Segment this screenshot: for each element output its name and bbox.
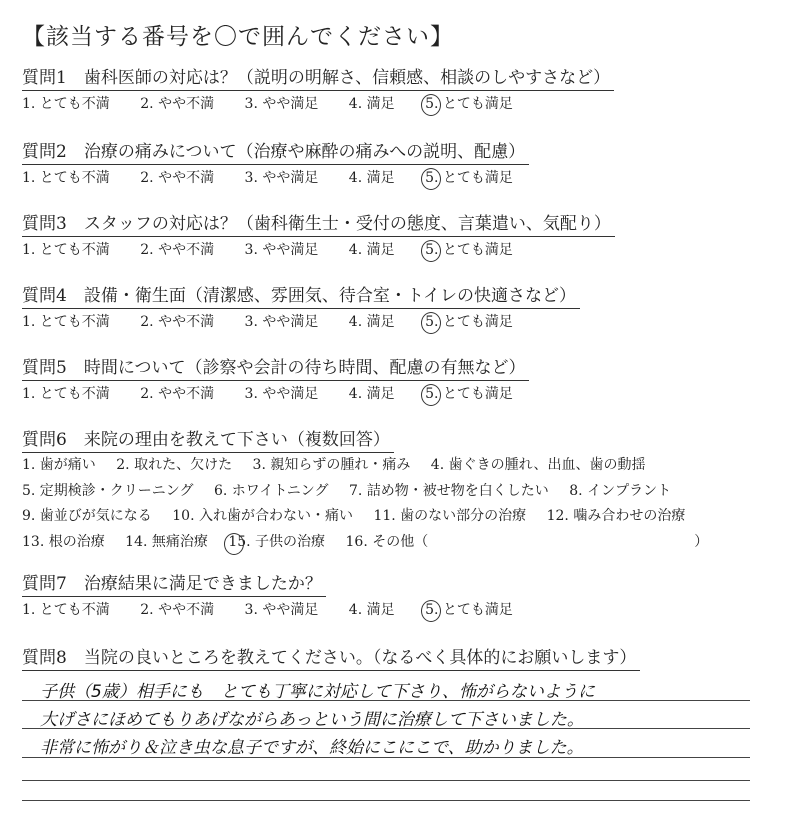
answer-line — [22, 800, 750, 801]
option-4[interactable]: 4. 満足 — [348, 96, 395, 112]
option-16[interactable] — [346, 530, 709, 556]
option-3[interactable]: 3. やや満足 — [244, 242, 319, 258]
option-1[interactable]: 1. とても不満 — [22, 96, 110, 112]
option-1[interactable]: 1. とても不満 — [22, 242, 110, 258]
option-8[interactable]: 8. インプラント — [569, 482, 672, 499]
option-2[interactable]: 2. やや不満 — [140, 386, 215, 402]
options — [22, 597, 782, 623]
question-title: 質問2 治療の痛みについて（治療や麻酔の痛みへの説明、配慮） — [22, 140, 529, 165]
option-4[interactable]: 4. 満足 — [348, 170, 395, 186]
option-11[interactable]: 11. 歯のない部分の治療 — [373, 508, 527, 524]
question-3 — [22, 212, 782, 263]
question-4 — [22, 284, 782, 335]
question-5 — [22, 356, 782, 407]
handwritten-answer-line-3: 非常に怖がり＆泣き虫な息子ですが、終始にこにこで、助かりました。 — [40, 738, 584, 758]
options — [22, 237, 782, 263]
option-3[interactable]: 3. やや満足 — [244, 170, 319, 186]
question-title: 質問1 歯科医師の対応は？（説明の明解さ、信頼感、相談のしやすさなど） — [22, 66, 614, 91]
options — [22, 381, 782, 407]
option-5-circled[interactable]: 5. とても満足 — [425, 237, 513, 263]
option-3[interactable]: 3. やや満足 — [244, 96, 319, 112]
question-title: 質問6 来院の理由を教えて下さい（複数回答） — [22, 428, 394, 453]
question-7 — [22, 572, 782, 623]
option-16-label: 16. その他（ — [345, 533, 429, 550]
q6-row-3 — [22, 504, 782, 530]
option-15-circled[interactable]: 15. 子供の治療 — [228, 530, 325, 556]
option-5-circled[interactable]: 5. とても満足 — [425, 165, 513, 191]
question-title: 質問7 治療結果に満足できましたか？ — [22, 572, 326, 597]
page-title: 【該当する番号を〇で囲んでください】 — [22, 24, 454, 50]
option-10[interactable]: 10. 入れ歯が合わない・痛い — [172, 508, 353, 524]
option-14[interactable]: 14. 無痛治療 — [125, 533, 208, 550]
option-3[interactable]: 3. やや満足 — [244, 386, 319, 402]
answer-line — [22, 780, 750, 781]
question-title: 質問8 当院の良いところを教えてください。（なるべく具体的にお願いします） — [22, 646, 640, 671]
option-4[interactable]: 4. 満足 — [348, 242, 395, 258]
option-13[interactable]: 13. 根の治療 — [22, 533, 105, 550]
options — [22, 309, 782, 335]
paren-close: ） — [694, 533, 709, 550]
option-3[interactable]: 3. やや満足 — [244, 314, 319, 330]
option-6[interactable]: 6. ホワイトニング — [213, 482, 329, 499]
option-12[interactable]: 12. 噛み合わせの治療 — [546, 508, 686, 524]
question-6 — [22, 428, 782, 555]
options — [22, 165, 782, 191]
option-5[interactable]: 5. 定期検診・クリーニング — [22, 482, 194, 499]
question-title: 質問3 スタッフの対応は？（歯科衛生士・受付の態度、言葉遣い、気配り） — [22, 212, 615, 237]
option-1[interactable]: 1. とても不満 — [22, 386, 110, 402]
option-4[interactable]: 4. 満足 — [348, 602, 395, 618]
question-1 — [22, 66, 782, 117]
option-4[interactable]: 4. 満足 — [348, 386, 395, 402]
option-2[interactable]: 2. やや不満 — [140, 170, 215, 186]
option-1[interactable]: 1. とても不満 — [22, 314, 110, 330]
option-1[interactable]: 1. とても不満 — [22, 170, 110, 186]
options — [22, 91, 782, 117]
option-2[interactable]: 2. やや不満 — [140, 602, 215, 618]
option-2[interactable]: 2. 取れた、欠けた — [116, 457, 233, 473]
q6-row-2 — [22, 479, 782, 505]
option-1[interactable]: 1. 歯が痛い — [22, 457, 96, 473]
question-2 — [22, 140, 782, 191]
option-1[interactable]: 1. とても不満 — [22, 602, 110, 618]
handwritten-answer-line-2: 大げさにほめてもりあげながらあっという間に治療して下さいました。 — [40, 710, 584, 730]
option-7[interactable]: 7. 詰め物・被せ物を白くしたい — [349, 482, 549, 499]
handwritten-answer-line-1: 子供（5歳）相手にも とても丁寧に対応して下さり、怖がらないように — [40, 682, 595, 702]
question-title: 質問5 時間について（診察や会計の待ち時間、配慮の有無など） — [22, 356, 529, 381]
option-2[interactable]: 2. やや不満 — [140, 96, 215, 112]
option-9[interactable]: 9. 歯並びが気になる — [22, 508, 152, 524]
option-5-circled[interactable]: 5. とても満足 — [425, 381, 513, 407]
option-4[interactable]: 4. 満足 — [348, 314, 395, 330]
question-8 — [22, 646, 782, 671]
option-5-circled[interactable]: 5. とても満足 — [425, 597, 513, 623]
option-3[interactable]: 3. 親知らずの腫れ・痛み — [252, 457, 411, 473]
option-2[interactable]: 2. やや不満 — [140, 242, 215, 258]
q6-row-4 — [22, 530, 782, 556]
option-4[interactable]: 4. 歯ぐきの腫れ、出血、歯の動揺 — [430, 457, 646, 473]
q6-row-1 — [22, 453, 782, 479]
option-5-circled[interactable]: 5. とても満足 — [425, 91, 513, 117]
question-title: 質問4 設備・衛生面（清潔感、雰囲気、待合室・トイレの快適さなど） — [22, 284, 580, 309]
option-5-circled[interactable]: 5. とても満足 — [425, 309, 513, 335]
option-3[interactable]: 3. やや満足 — [244, 602, 319, 618]
option-2[interactable]: 2. やや不満 — [140, 314, 215, 330]
